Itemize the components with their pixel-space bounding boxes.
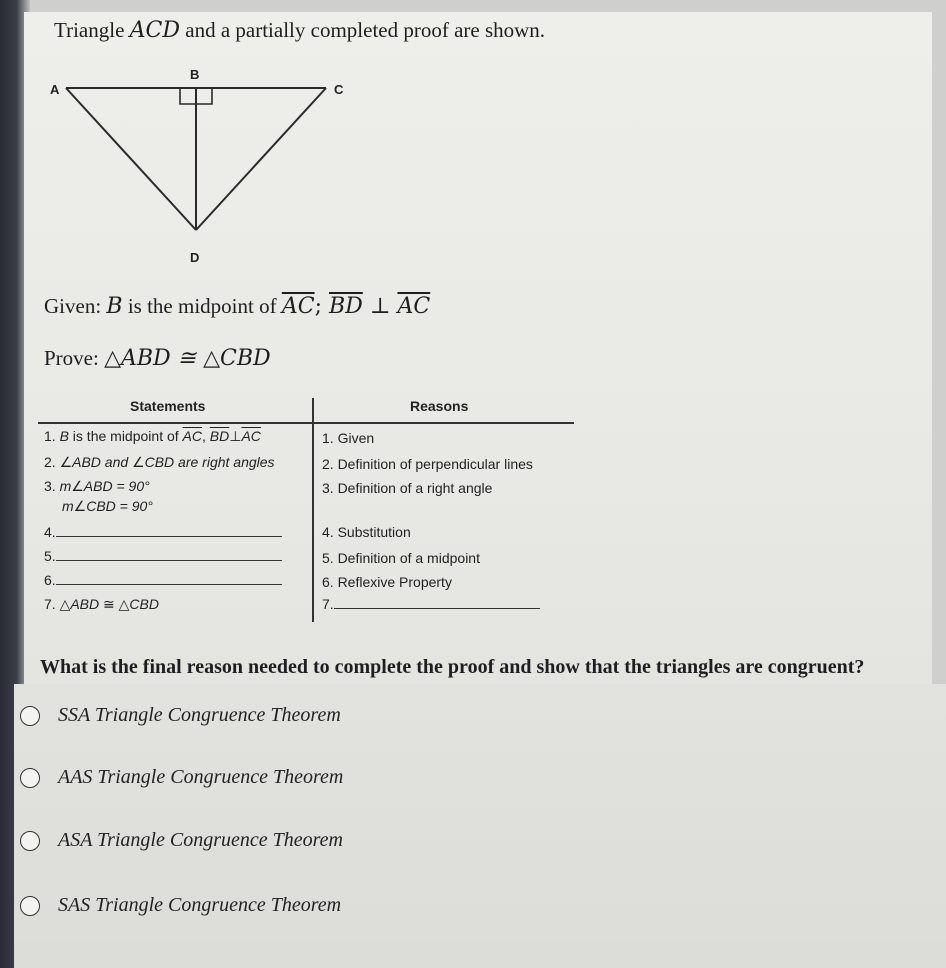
option-label[interactable]: SAS Triangle Congruence Theorem xyxy=(58,894,342,916)
segment-cd xyxy=(196,88,326,230)
reason-3: 3. Definition of a right angle xyxy=(322,480,493,496)
proof-table xyxy=(38,396,576,622)
radio-button[interactable] xyxy=(20,706,40,726)
label-b: B xyxy=(190,67,200,82)
radio-button[interactable] xyxy=(20,768,40,788)
label-d: D xyxy=(190,250,200,265)
option-asa[interactable] xyxy=(20,829,343,852)
reason-6: 6. Reflexive Property xyxy=(322,574,452,590)
statements-header: Statements xyxy=(130,398,206,414)
radio-button[interactable] xyxy=(20,831,40,851)
statement-6-blank: 6. xyxy=(44,572,282,588)
option-label[interactable]: ASA Triangle Congruence Theorem xyxy=(58,829,343,851)
statement-2: 2. ∠ABD and ∠CBD are right angles xyxy=(44,454,275,470)
reason-2: 2. Definition of perpendicular lines xyxy=(322,456,533,472)
label-a: A xyxy=(50,82,60,97)
statement-3-line2: m∠CBD = 90° xyxy=(62,498,153,514)
header-rule xyxy=(38,422,574,424)
label-c: C xyxy=(334,82,344,97)
statement-1: 1. B is the midpoint of $\overline{AC}$, $\overline{BD}\perp\overline{AC}$ xyxy=(44,428,261,444)
radio-button[interactable] xyxy=(20,896,40,916)
question-text: What is the final reason needed to complete the proof and show that the triangles are congruent? xyxy=(40,656,865,678)
reason-7-blank: 7. xyxy=(322,596,540,612)
reason-1: 1. Given xyxy=(322,430,375,446)
reason-5: 5. Definition of a midpoint xyxy=(322,550,480,566)
option-label[interactable]: AAS Triangle Congruence Theorem xyxy=(58,766,344,788)
given-statement: Given: B is the midpoint of $\overline{AC}$; $\overline{BD}$ ⊥ $\overline{AC}$ xyxy=(44,294,431,319)
statement-4-blank: 4. xyxy=(44,524,282,540)
prove-statement: Prove: △ABD ≅ △CBD xyxy=(44,346,271,371)
option-sas[interactable] xyxy=(20,894,341,917)
option-ssa[interactable] xyxy=(20,704,341,727)
column-divider xyxy=(312,398,314,622)
statement-7: 7. △ABD ≅ △CBD xyxy=(44,596,159,612)
problem-intro: Triangle ACD and a partially completed proof are shown. xyxy=(54,18,546,43)
reason-4: 4. Substitution xyxy=(322,524,411,540)
statement-3: 3. m∠ABD = 90° xyxy=(44,478,150,494)
reasons-header: Reasons xyxy=(410,398,469,414)
statement-5-blank: 5. xyxy=(44,548,282,564)
triangle-diagram xyxy=(0,0,946,290)
option-aas[interactable] xyxy=(20,766,343,789)
option-label[interactable]: SSA Triangle Congruence Theorem xyxy=(58,704,341,726)
segment-ad xyxy=(66,88,196,230)
